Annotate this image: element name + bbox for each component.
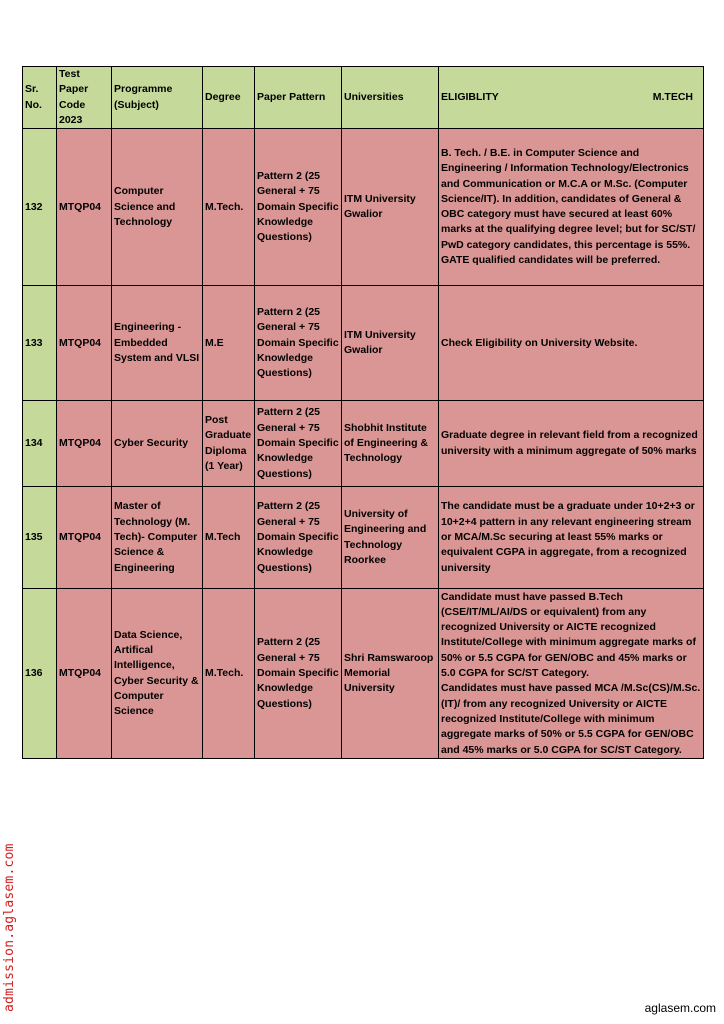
cell-eligibility: B. Tech. / B.E. in Computer Science and Engineering / Information Technology/Electronics and Communication or M.C.A or M.Sc. (Computer Science/IT). In addition, candidates of General & OBC category must have secured at least 60% marks at the qualifying degree level; but for SC/ST/ PwD category candidates, this percentage is 55%. GATE qualified candidates will be preferred.: [439, 129, 704, 286]
cell-eligibility: Graduate degree in relevant field from a recognized university with a minimum aggregate of 50% marks: [439, 401, 704, 487]
cell-paper-code: MTQP04: [57, 129, 112, 286]
cell-programme: Engineering - Embedded System and VLSI: [112, 286, 203, 401]
cell-degree: M.E: [203, 286, 255, 401]
cell-university: Shobhit Institute of Engineering & Technology: [342, 401, 439, 487]
header-sr-no: Sr. No.: [23, 67, 57, 129]
cell-paper-code: MTQP04: [57, 401, 112, 487]
cell-sr-no: 132: [23, 129, 57, 286]
cell-degree: M.Tech.: [203, 589, 255, 759]
cell-university: University of Engineering and Technology Roorkee: [342, 487, 439, 589]
cell-paper-code: MTQP04: [57, 589, 112, 759]
header-paper-pattern: Paper Pattern: [255, 67, 342, 129]
eligibility-table: [22, 66, 704, 759]
cell-eligibility: The candidate must be a graduate under 10+2+3 or 10+2+4 pattern in any relevant engineering stream or MCA/M.Sc securing at least 55% marks or equivalent CGPA in aggregate, from a recognized university: [439, 487, 704, 589]
header-eligibility: [439, 67, 704, 129]
table-row: [23, 129, 704, 286]
side-watermark: admission.aglasem.com: [2, 843, 17, 1012]
cell-paper-code: MTQP04: [57, 487, 112, 589]
header-eligibility-label: ELIGIBLITY: [441, 90, 499, 103]
cell-eligibility: Check Eligibility on University Website.: [439, 286, 704, 401]
header-test-paper-code: Test Paper Code 2023: [57, 67, 112, 129]
header-degree: Degree: [203, 67, 255, 129]
cell-paper-pattern: Pattern 2 (25 General + 75 Domain Specific Knowledge Questions): [255, 286, 342, 401]
cell-university: Shri Ramswaroop Memorial University: [342, 589, 439, 759]
table-row: [23, 589, 704, 759]
cell-programme: Data Science, Artifical Intelligence, Cyber Security & Computer Science: [112, 589, 203, 759]
header-programme: Programme (Subject): [112, 67, 203, 129]
table-row: [23, 487, 704, 589]
cell-degree: Post Graduate Diploma (1 Year): [203, 401, 255, 487]
cell-sr-no: 134: [23, 401, 57, 487]
cell-paper-pattern: Pattern 2 (25 General + 75 Domain Specific Knowledge Questions): [255, 589, 342, 759]
footer-watermark: aglasem.com: [644, 1001, 716, 1015]
table-row: [23, 401, 704, 487]
header-universities: Universities: [342, 67, 439, 129]
cell-sr-no: 136: [23, 589, 57, 759]
cell-degree: M.Tech.: [203, 129, 255, 286]
cell-sr-no: 135: [23, 487, 57, 589]
cell-paper-code: MTQP04: [57, 286, 112, 401]
cell-degree: M.Tech: [203, 487, 255, 589]
cell-programme: Cyber Security: [112, 401, 203, 487]
header-row: [23, 67, 704, 129]
cell-paper-pattern: Pattern 2 (25 General + 75 Domain Specific Knowledge Questions): [255, 487, 342, 589]
cell-eligibility: Candidate must have passed B.Tech (CSE/IT/ML/AI/DS or equivalent) from any recognized University or AICTE recognized Institute/College with minimum aggregate marks of 50% or 5.5 CGPA for GEN/OBC and 45% marks or 5.0 CGPA for SC/ST Category. Candidates must have passed MCA /M.Sc(CS)/M.Sc.(IT)/ from any recognized University or AICTE recognized Institute/College with minimum aggregate marks of 50% or 5.5 CGPA for GEN/OBC and 45% marks or 5.0 CGPA for SC/ST Category.: [439, 589, 704, 759]
cell-sr-no: 133: [23, 286, 57, 401]
cell-programme: Computer Science and Technology: [112, 129, 203, 286]
cell-university: ITM University Gwalior: [342, 286, 439, 401]
cell-paper-pattern: Pattern 2 (25 General + 75 Domain Specific Knowledge Questions): [255, 401, 342, 487]
cell-paper-pattern: Pattern 2 (25 General + 75 Domain Specific Knowledge Questions): [255, 129, 342, 286]
header-stream-label: M.TECH: [652, 90, 693, 103]
table-row: [23, 286, 704, 401]
cell-programme: Master of Technology (M. Tech)- Computer Science & Engineering: [112, 487, 203, 589]
cell-university: ITM University Gwalior: [342, 129, 439, 286]
